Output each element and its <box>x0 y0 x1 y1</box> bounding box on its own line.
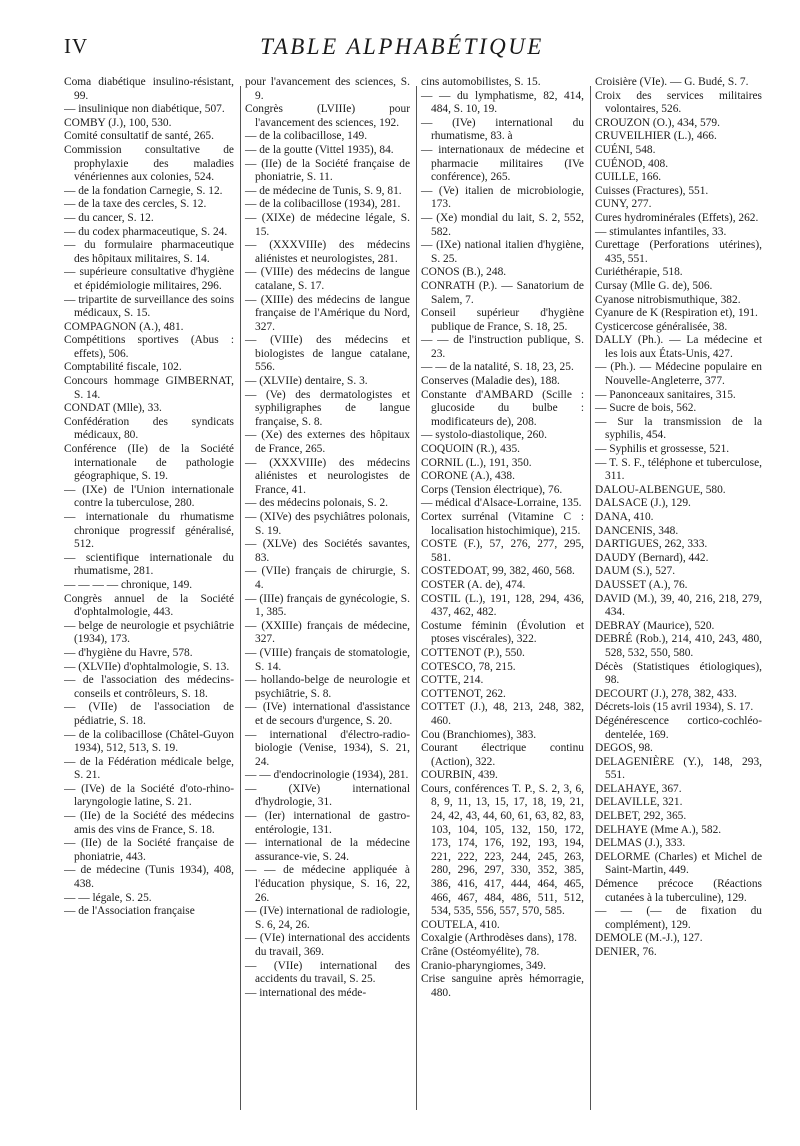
index-entry: DANCENIS, 348. <box>595 524 679 537</box>
index-entry: — international des méde- <box>245 986 367 999</box>
index-entry: pour l'avancement des sciences, S. 9. <box>245 76 410 102</box>
index-entry: — — légale, S. 25. <box>64 891 152 904</box>
index-entry: CONRATH (P.). — Sanatorium de Salem, 7. <box>421 279 584 306</box>
index-entry: — (IIe) de la Société française de phoniatrie, 443. <box>64 837 234 863</box>
index-entry: — (VIIe) de l'association de pédiatrie, S. 18. <box>64 701 234 727</box>
index-entry: Congrès annuel de la Société d'ophtalmologie, 443. <box>64 592 234 619</box>
index-entry: — (Ve) des dermatologistes et syphiligraphes de langue française, S. 8. <box>245 388 410 428</box>
index-entry: — (XXXVIIIe) des médecins aliénistes et neurologistes, 281. <box>245 239 410 265</box>
index-entry: — (Ve) italien de microbiologie, 173. <box>421 184 584 211</box>
index-entry: COSTER (A. de), 474. <box>421 578 526 591</box>
index-entry: — (Xe) mondial du lait, S. 2, 552, 582. <box>421 211 584 238</box>
index-entry: — (IXe) national italien d'hygiène, S. 25. <box>421 239 584 265</box>
index-entry: — Syphilis et grossesse, 521. <box>595 443 730 456</box>
index-entry: DAUM (S.), 527. <box>595 565 676 578</box>
index-entry: Confédération des syndicats médicaux, 80. <box>64 415 234 442</box>
index-entry: CONDAT (Mlle), 33. <box>64 402 162 415</box>
index-entry: — (XIVe) international d'hydrologie, 31. <box>245 782 410 809</box>
index-entry: Croisière (VIe). — G. Budé, S. 7. <box>595 76 749 88</box>
index-entry: — international d'électro-radio-biologie (Venise, 1934), S. 21, 24. <box>245 728 410 768</box>
index-entry: — (XLVe) des Sociétés savantes, 83. <box>245 538 410 564</box>
index-entry: Commission consultative de prophylaxie des maladies vénériennes aux colonies, 524. <box>64 143 234 184</box>
index-entry: DARTIGUES, 262, 333. <box>595 538 708 551</box>
index-entry: — (XXIIIe) français de médecine, 327. <box>245 619 410 646</box>
running-title: TABLE ALPHABÉTIQUE <box>260 34 544 59</box>
index-entry: CUNY, 277. <box>595 198 652 211</box>
index-entry: — — (— de fixation du complément), 129. <box>595 905 762 931</box>
index-entry: Courant électrique continu (Action), 322. <box>421 742 584 768</box>
index-entry: CRUVEILHIER (L.), 466. <box>595 130 717 143</box>
index-entry: — internationale du rhumatisme chronique progressif généralisé, 512. <box>64 511 234 551</box>
index-entry: DANA, 410. <box>595 511 654 523</box>
index-entry: COSTEDOAT, 99, 382, 460, 568. <box>421 565 575 578</box>
index-entry: — de médecine de Tunis, S. 9, 81. <box>245 184 402 197</box>
index-entry: DECOURT (J.), 278, 382, 433. <box>595 687 737 700</box>
index-entry: Cours, conférences T. P., S. 2, 3, 6, 8, 9, 11, 13, 15, 17, 18, 19, 21, 24, 42, 43, 44, 60, 61, 63, 82, 83, 103, 104, 105, 132, 150, 172, 173, 174, 176, 192, 193, 194, 221, 222, 223, 244, 245, 263, 280, 296, 297, 330, 352, 385, 386, 416, 417, 444, 464, 465, 466, 467, 484, 486, 511, 512, 534, 535, 556, 557, 570, 585. <box>421 782 584 918</box>
index-entry: — (Xe) des externes des hôpitaux de France, 265. <box>245 429 410 456</box>
index-entry: DAUDY (Bernard), 442. <box>595 551 709 564</box>
index-entry: — — d'endocrinologie (1934), 281. <box>245 769 409 782</box>
index-entry: Comité consultatif de santé, 265. <box>64 130 214 143</box>
page-header <box>64 34 740 70</box>
index-entry: Cyanure de K (Respiration et), 191. <box>595 307 758 320</box>
index-entry: COTTENOT, 262. <box>421 687 506 700</box>
index-entry: — tripartite de surveillance des soins médicaux, S. 15. <box>64 293 234 320</box>
index-entry: — (VIIIe) français de stomatologie, S. 14. <box>245 646 410 673</box>
index-entry: DAVID (M.), 39, 40, 216, 218, 279, 434. <box>595 592 762 619</box>
index-entry: DEGOS, 98. <box>595 742 653 755</box>
index-entry: COSTE (F.), 57, 276, 277, 295, 581. <box>421 538 584 564</box>
index-entry: CONOS (B.), 248. <box>421 266 507 279</box>
index-entry: — stimulantes infantiles, 33. <box>595 225 727 238</box>
index-entry: DELAGENIÈRE (Y.), 148, 293, 551. <box>595 755 762 782</box>
index-entry: COTTENOT (P.), 550. <box>421 646 525 659</box>
index-entry: Cysticercose généralisée, 38. <box>595 320 728 333</box>
index-entry: — (IVe) international du rhumatisme, 83. à <box>421 116 584 143</box>
index-entry: — (VIIIe) des médecins et biologistes de langue catalane, 556. <box>245 334 410 374</box>
index-entry: COTTET (J.), 48, 213, 248, 382, 460. <box>421 701 584 727</box>
index-entry: DEBRAY (Maurice), 520. <box>595 619 715 632</box>
index-entry: — du formulaire pharmaceutique des hôpitaux militaires, S. 14. <box>64 239 234 265</box>
index-entry: COMBY (J.), 100, 530. <box>64 116 172 129</box>
index-entry: DELHAYE (Mme A.), 582. <box>595 823 722 836</box>
index-entry: Concours hommage GIMBERNAT, S. 14. <box>64 375 234 401</box>
index-entry: — (IIe) de la Société française de phoniatrie, S. 11. <box>245 157 410 184</box>
index-entry: Crise sanguine après hémorragie, 480. <box>421 973 584 999</box>
index-entry: — (Ph.). — Médecine populaire en Nouvelle-Angleterre, 377. <box>595 361 762 388</box>
index-entry: Corps (Tension électrique), 76. <box>421 483 563 496</box>
index-entry: — (IVe) international d'assistance et de secours d'urgence, S. 20. <box>245 701 410 727</box>
index-entry: — T. S. F., téléphone et tuberculose, 311. <box>595 456 762 483</box>
index-entry: Cures hydrominérales (Effets), 262. <box>595 211 759 224</box>
index-entry: Crâne (Ostéomyélite), 78. <box>421 946 540 958</box>
index-entry: Conseil supérieur d'hygiène publique de France, S. 18, 25. <box>421 307 584 333</box>
index-entry: — (VIIe) français de chirurgie, S. 4. <box>245 565 410 591</box>
index-entry: — de la colibacillose (Châtel-Guyon 1934), 512, 513, S. 19. <box>64 728 234 755</box>
index-entry: — (VIIIe) des médecins de langue catalane, S. 17. <box>245 266 410 292</box>
index-entry: CUÉNOD, 408. <box>595 157 669 170</box>
index-entry: CORONE (A.), 438. <box>421 470 515 483</box>
index-entry: CORNIL (L.), 191, 350. <box>421 456 532 469</box>
index-entry: — (IXe) de l'Union internationale contre la tuberculose, 280. <box>64 483 234 510</box>
index-entry: — — du lymphatisme, 82, 414, 484, S. 10, 19. <box>421 89 584 116</box>
index-entry: Décès (Statistiques étiologiques), 98. <box>595 660 762 687</box>
index-entry: — (IIIe) français de gynécologie, S. 1, 385. <box>245 592 410 619</box>
index-entry: — insulinique non diabétique, 507. <box>64 103 225 116</box>
index-entry: — — de l'instruction publique, S. 23. <box>421 334 584 360</box>
index-entry: DELORME (Charles) et Michel de Saint-Martin, 449. <box>595 850 762 877</box>
index-column-4 <box>590 76 762 1116</box>
index-entry: Croix des services militaires volontaires, 526. <box>595 89 762 116</box>
index-entry: cins automobilistes, S. 15. <box>421 76 541 88</box>
index-entry: Cortex surrénal (Vitamine C : localisation histochimique), 215. <box>421 511 584 537</box>
index-entry: DAUSSET (A.), 76. <box>595 578 688 591</box>
index-columns <box>64 76 764 1116</box>
index-entry: — (XLVIIe) dentaire, S. 3. <box>245 375 368 388</box>
index-entry: Compétitions sportives (Abus : effets), 506. <box>64 334 234 360</box>
index-entry: — médical d'Alsace-Lorraine, 135. <box>421 497 582 510</box>
index-entry: COTTE, 214. <box>421 674 484 687</box>
index-entry: — hollando-belge de neurologie et psychiâtrie, S. 8. <box>245 674 410 700</box>
index-entry: — du cancer, S. 12. <box>64 211 154 224</box>
index-entry: — du codex pharmaceutique, S. 24. <box>64 225 228 238</box>
index-entry: — (XIXe) de médecine légale, S. 15. <box>245 211 410 238</box>
index-entry: — de la colibacillose (1934), 281. <box>245 198 401 211</box>
index-entry: — Panonceaux sanitaires, 315. <box>595 388 736 401</box>
index-entry: — de la colibacillose, 149. <box>245 130 368 143</box>
index-entry: — (IIe) de la Société des médecins amis des vins de France, S. 18. <box>64 810 234 836</box>
index-entry: Dégénérescence cortico-cochléo-dentelée, 169. <box>595 714 762 741</box>
index-entry: — des médecins polonais, S. 2. <box>245 497 389 510</box>
index-entry: Cranio-pharyngiomes, 349. <box>421 959 546 972</box>
index-entry: Conférence (IIe) de la Société internationale de pathologie géographique, S. 19. <box>64 443 234 483</box>
index-entry: — (XLVIIe) d'ophtalmologie, S. 13. <box>64 660 230 673</box>
index-entry: CUILLE, 166. <box>595 171 662 184</box>
index-entry: — belge de neurologie et psychiâtrie (1934), 173. <box>64 619 234 646</box>
index-column-3 <box>416 76 584 1116</box>
index-entry: COTESCO, 78, 215. <box>421 660 516 673</box>
index-entry: Constante d'AMBARD (Scille : glucoside du bulbe : modificateurs de), 208. <box>421 388 584 428</box>
index-entry: COQUOIN (R.), 435. <box>421 443 521 456</box>
index-entry: Coma diabétique insulino-résistant, 99. <box>64 76 234 102</box>
index-entry: — — de la natalité, S. 18, 23, 25. <box>421 361 574 374</box>
index-entry: — de médecine (Tunis 1934), 408, 438. <box>64 864 234 891</box>
index-entry: — (XXXVIIIe) des médecins aliénistes et neurologistes de France, 41. <box>245 456 410 496</box>
index-entry: Conserves (Maladie des), 188. <box>421 375 560 388</box>
index-entry: COUTELA, 410. <box>421 918 500 931</box>
index-entry: Démence précoce (Réactions cutanées à la tuberculine), 129. <box>595 878 762 904</box>
index-entry: DELMAS (J.), 333. <box>595 837 686 850</box>
index-entry: — (VIIe) international des accidents du travail, S. 25. <box>245 959 410 986</box>
index-entry: DENIER, 76. <box>595 946 657 958</box>
index-entry: Curiéthérapie, 518. <box>595 266 683 279</box>
index-entry: Cyanose nitrobismuthique, 382. <box>595 293 741 306</box>
index-entry: DEMOLE (M.-J.), 127. <box>595 932 703 945</box>
index-entry: Cou (Branchiomes), 383. <box>421 728 537 741</box>
index-entry: — de la Fédération médicale belge, S. 21. <box>64 755 234 782</box>
index-entry: DEBRÉ (Rob.), 214, 410, 243, 480, 528, 532, 550, 580. <box>595 633 762 659</box>
index-entry: COMPAGNON (A.), 481. <box>64 320 184 333</box>
index-entry: Comptabilité fiscale, 102. <box>64 361 182 374</box>
index-entry: — d'hygiène du Havre, 578. <box>64 646 193 659</box>
index-entry: — (VIe) international des accidents du travail, 369. <box>245 932 410 958</box>
index-entry: — international de la médecine assurance-vie, S. 24. <box>245 837 410 863</box>
index-entry: — (XIVe) des psychiâtres polonais, S. 19. <box>245 511 410 537</box>
index-entry: — (XIIIe) des médecins de langue française de l'Amérique du Nord, 327. <box>245 293 410 333</box>
index-entry: — supérieure consultative d'hygiène et épidémiologie militaires, 296. <box>64 266 234 292</box>
index-entry: — (IVe) de la Société d'oto-rhino-laryngologie latine, S. 21. <box>64 782 234 809</box>
index-entry: Cursay (Mlle G. de), 506. <box>595 279 713 292</box>
index-entry: DELBET, 292, 365. <box>595 810 687 823</box>
index-entry: DELAHAYE, 367. <box>595 782 682 795</box>
index-entry: COURBIN, 439. <box>421 769 498 782</box>
index-entry: — de l'association des médecins-conseils et contrôleurs, S. 18. <box>64 674 234 700</box>
index-entry: Costume féminin (Évolution et ptoses viscérales), 322. <box>421 619 584 646</box>
index-entry: — (IVe) international de radiologie, S. 6, 24, 26. <box>245 905 410 931</box>
index-entry: DALLY (Ph.). — La médecine et les lois aux États-Unis, 427. <box>595 334 762 360</box>
index-entry: DALSACE (J.), 129. <box>595 497 691 510</box>
index-entry: CROUZON (O.), 434, 579. <box>595 116 720 129</box>
index-entry: — de la taxe des cercles, S. 12. <box>64 198 207 211</box>
index-entry: — de la fondation Carnegie, S. 12. <box>64 184 223 197</box>
index-entry: Décrets-lois (15 avril 1934), S. 17. <box>595 701 754 714</box>
index-entry: — internationaux de médecine et pharmacie militaires (IVe conférence), 265. <box>421 143 584 184</box>
index-entry: Curettage (Perforations utérines), 435, 551. <box>595 239 762 265</box>
index-entry: Coxalgie (Arthrodèses dans), 178. <box>421 932 577 945</box>
index-entry: Congrès (LVIIIe) pour l'avancement des sciences, 192. <box>245 103 410 129</box>
index-entry: — de l'Association française <box>64 905 195 918</box>
index-entry: — Sucre de bois, 562. <box>595 402 697 415</box>
index-entry: DELAVILLE, 321. <box>595 796 683 809</box>
index-entry: CUÉNI, 548. <box>595 143 656 156</box>
index-entry: — Sur la transmission de la syphilis, 454. <box>595 415 762 442</box>
index-entry: — de la goutte (Vittel 1935), 84. <box>245 143 394 156</box>
page-number: IV <box>64 34 89 58</box>
index-entry: — — — — chronique, 149. <box>64 578 193 591</box>
index-column-1 <box>64 76 234 1116</box>
index-entry: — scientifique internationale du rhumatisme, 281. <box>64 551 234 578</box>
index-entry: DALOU-ALBENGUE, 580. <box>595 483 726 496</box>
index-entry: COSTIL (L.), 191, 128, 294, 436, 437, 462, 482. <box>421 592 584 619</box>
index-entry: — — de médecine appliquée à l'éducation physique, S. 16, 22, 26. <box>245 864 410 904</box>
index-entry: — systolo-diastolique, 260. <box>421 429 547 442</box>
index-entry: — (Ier) international de gastro-entérologie, 131. <box>245 810 410 836</box>
index-entry: Cuisses (Fractures), 551. <box>595 184 709 197</box>
index-column-2 <box>240 76 410 1116</box>
